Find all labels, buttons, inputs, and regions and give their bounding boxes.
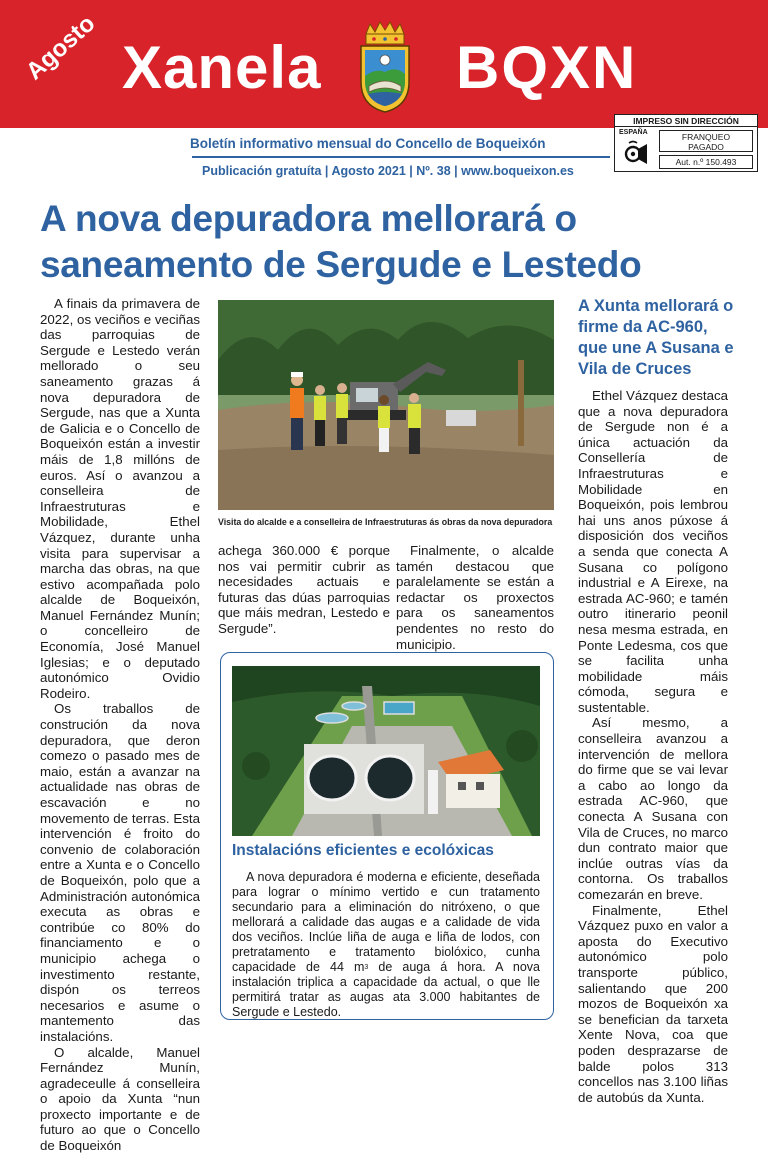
plant-rendering-image <box>232 666 540 836</box>
post-horn-icon <box>621 139 649 167</box>
article-paragraph: O alcalde, Manuel Fernández Munín, agradeceulle á conselleira o apoio da Xunta “nun proxecto importante e de futuro ao que o Concello de Boqueixón <box>40 1044 200 1154</box>
sidebar-column <box>578 388 728 1105</box>
box-text-part: de auga á hora. A nova instalación triplica a capacidade da actual, o que lle permitirá tratar as augas ata 3.000 habitantes de Sergude e Lestedo. <box>232 960 540 1019</box>
sidebar-paragraph: Ethel Vázquez destaca que a nova depuradora de Sergude non é a única actuación da Consellería de Infraestruturas e Mobilidade en Boqueixón, pois lembrou hai uns anos púxose á disposición dos veciños a senda que conecta A Susana co polígono industrial e A Eirexe, na estrada AC-960; e tamén outro itinerario peonil nesa mesma estrada, en Ponte Ledesma, cos que se facilita unha mobilidade máis cómoda, segura e sustentable. <box>578 388 729 715</box>
box-text <box>232 870 540 1020</box>
box-text-part: A nova depuradora é moderna e eficiente, deseñada para lograr o mínimo vertido e cun tratamento secundario para a eliminación do nitróxeno, o que mellorará a calidade das augas e a calidade de vida dos veciños. Inclúe liña de auga e liña de lodos, con pretratamento e tratamento biolóxico, cunha capacidade de 44 m <box>232 870 540 974</box>
brand-title-right: BQXN <box>456 34 638 101</box>
article-paragraph: achega 360.000 € porque nos vai permitir cubrir as necesidades actuais e futuras das dúas parroquias que máis medran, Lestedo e Sergude”. <box>218 543 390 636</box>
article-paragraph: Finalmente, o alcalde tamén destacou que paralelamente se están a redactar os proxectos para os saneamentos pendentes no resto do municipio. <box>396 543 554 652</box>
article-column-2 <box>218 543 390 637</box>
sidebar-paragraph: Finalmente, Ethel Vázquez puxo en valor a aposta do Executivo autonómico polo transporte público, salientando que 200 mozos de Boqueixón xa se benefician da tarxeta Xente Nova, coa que poden desprazarse de balde polos 313 concellos nas 3.100 liñas de autobús da Xunta. <box>578 902 728 1105</box>
postage-franqueo <box>659 130 753 152</box>
article-paragraph: A finais da primavera de 2022, os veciños e veciñas das parroquias de Sergude e Lestedo verán mellorado o seu saneamento grazas á nova depuradora de Sergude, nas que a Xunta de Galicia e o Concello de Boqueixón están a investir máis de 1,8 millóns de euros. Así o avanzou a conselleira de Infraestruturas e Mobilidade, Ethel Vázquez, durante unha visita para supervisar a marcha das obras, na que estivo acompañada polo alcalde de Boqueixón, Manuel Fernández Munín; o concelleiro de Economía, José Manuel Iglesias; e o deputado autonómico Ovidio Rodeiro. <box>40 296 200 701</box>
box-paragraph <box>232 870 540 1020</box>
brand-title-left: Xanela <box>122 34 322 101</box>
month-label: Agosto <box>20 9 101 86</box>
postage-stamp <box>614 114 758 172</box>
postage-authorization: Aut. n.º 150.493 <box>659 155 753 169</box>
photo-caption: Visita do alcalde e a conselleira de Infraestruturas ás obras da nova depuradora <box>218 517 553 527</box>
article-paragraph: Os traballos de construción da nova depuradora, que deron comezo o pasado mes de maio, están a avanzar na actualidade nas obras de escavación e no movemento de terras. Esta intervención é froito do convenio de colaboración entre a Xunta e o Concello de Boqueixón, polo que a Administración autonómica executa as obras e contribúe co 80% do financiamento e o municipio achega o investimento restante, dispón os terreos necesarios e asume o mantemento das instalacións. <box>40 701 200 1044</box>
article-column-1 <box>40 296 200 1154</box>
sidebar-paragraph: Así mesmo, a conselleira avanzou a intervención de mellora do firme que se vai levar a cabo ao longo da estrada AC-960, que conecta A Susana con Vila de Cruces, no marco dun contrato maior que inclúe outras vías da contorna. Os traballos comezarán en breve. <box>578 715 728 902</box>
postage-franqueo-line1: FRANQUEO <box>681 132 731 142</box>
postage-franqueo-line2: PAGADO <box>688 142 724 152</box>
article-headline: A nova depuradora mellorará o saneamento de Sergude e Lestedo <box>40 198 642 285</box>
sidebar-headline: A Xunta mellorará o firme da AC-960, que une A Susana e Vila de Cruces <box>578 297 734 378</box>
superscript-cubic: 3 <box>364 964 369 971</box>
coat-of-arms-icon <box>356 20 414 114</box>
publication-info: Publicación gratuíta | Agosto 2021 | Nº. 38 | www.boqueixon.es <box>202 164 574 178</box>
box-headline: Instalacións eficientes e ecolóxicas <box>232 842 494 859</box>
subtitle-divider <box>192 156 610 158</box>
article-column-3 <box>396 543 554 652</box>
site-visit-photo <box>218 300 554 510</box>
bulletin-subtitle: Boletín informativo mensual do Concello de Boqueixón <box>190 136 546 151</box>
postage-country: ESPAÑA <box>619 129 648 136</box>
masthead <box>0 0 768 128</box>
postage-top-label: IMPRESO SIN DIRECCIÓN <box>615 115 757 127</box>
